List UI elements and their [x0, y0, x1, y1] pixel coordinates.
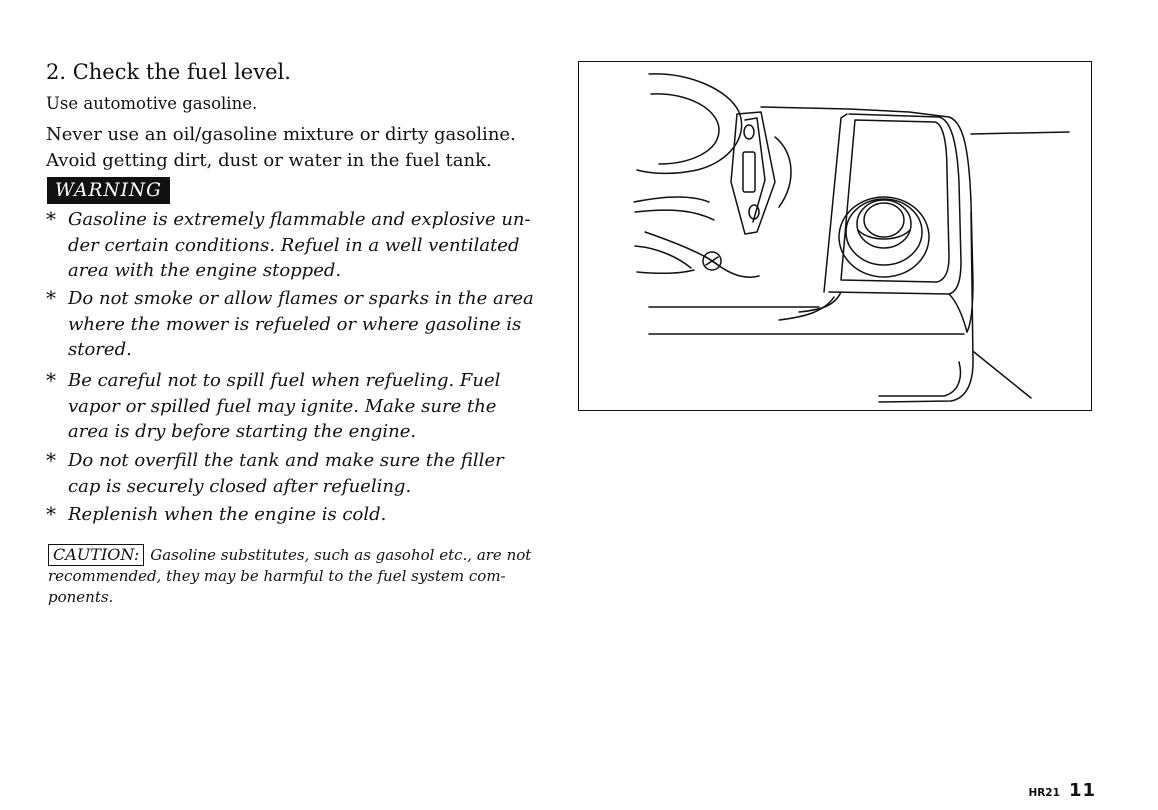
warning-item: [46, 448, 566, 499]
tank-lower-inner: [879, 362, 960, 396]
deck-curve: [635, 246, 691, 268]
tank-base-inner: [799, 292, 841, 312]
ground-line: [974, 352, 1031, 398]
model-code: HR21: [1028, 787, 1060, 799]
tank-lower-edge: [879, 212, 973, 402]
bullet-star: *: [46, 448, 56, 472]
tank-corner: [949, 294, 967, 332]
warning-line: cap is securely closed after refueling.: [68, 475, 412, 497]
mixture-instruction: Never use an oil/gasoline mixture or dirty gasoline.: [46, 124, 516, 145]
step-heading: 2. Check the fuel level.: [46, 60, 291, 84]
lever-hole: [744, 125, 754, 139]
bullet-star: *: [46, 286, 56, 310]
warning-item: [46, 368, 566, 445]
engine-inner-curve: [651, 94, 719, 164]
contamination-instruction: Avoid getting dirt, dust or water in the fuel tank.: [46, 150, 492, 171]
deck-line: [634, 197, 709, 202]
filler-cap-top: [864, 203, 904, 237]
lever-housing: [731, 112, 775, 234]
warning-item: [46, 502, 566, 528]
caution-line: Gasoline substitutes, such as gasohol etc., are not: [150, 546, 532, 564]
caution-label: CAUTION:: [48, 544, 144, 566]
cap-base-inner: [846, 199, 922, 265]
fuel-type-instruction: Use automotive gasoline.: [46, 94, 258, 113]
fuel-tank-drawing: [579, 62, 1091, 410]
warning-line: Gasoline is extremely flammable and explosive un-: [68, 209, 531, 230]
page-footer: [1028, 780, 1096, 801]
warning-badge: WARNING: [47, 177, 170, 204]
warning-line: der certain conditions. Refuel in a well ventilated: [68, 234, 520, 256]
warning-line: Replenish when the engine is cold.: [68, 504, 387, 525]
fuel-tank-illustration: [578, 61, 1092, 411]
bullet-star: *: [46, 207, 56, 231]
warning-line: area is dry before starting the engine.: [68, 421, 417, 442]
warning-item: [46, 207, 566, 284]
deck-line: [637, 270, 694, 273]
caution-first-line: [48, 544, 588, 566]
edge-extension: [971, 132, 1069, 134]
warning-line: stored.: [68, 339, 132, 360]
warning-line: area with the engine stopped.: [68, 260, 342, 281]
engine-outline: [637, 74, 742, 174]
lever-slot: [743, 152, 755, 192]
warning-line: Be careful not to spill fuel when refueling. Fuel: [68, 370, 501, 391]
bullet-star: *: [46, 368, 56, 392]
tank-top-edge: [761, 107, 973, 332]
warning-line: Do not smoke or allow flames or sparks in the area: [68, 288, 534, 309]
caution-line: ponents.: [48, 588, 114, 606]
warning-item: [46, 286, 566, 363]
warning-line: Do not overfill the tank and make sure the filler: [68, 450, 504, 471]
bolt-mark: [706, 257, 718, 265]
deck-curve: [645, 232, 759, 277]
page-number: 11: [1068, 780, 1096, 801]
caution-note: [48, 544, 588, 608]
tank-left-edge: [824, 114, 847, 292]
lever-arc: [775, 137, 791, 207]
deck-line: [635, 210, 714, 220]
tank-panel: [829, 114, 961, 294]
bullet-star: *: [46, 502, 56, 526]
warning-line: vapor or spilled fuel may ignite. Make sure the: [68, 395, 497, 417]
warning-line: where the mower is refueled or where gasoline is: [68, 313, 522, 335]
caution-line: recommended, they may be harmful to the fuel system com-: [48, 567, 506, 585]
tank-base-curve: [779, 297, 834, 320]
